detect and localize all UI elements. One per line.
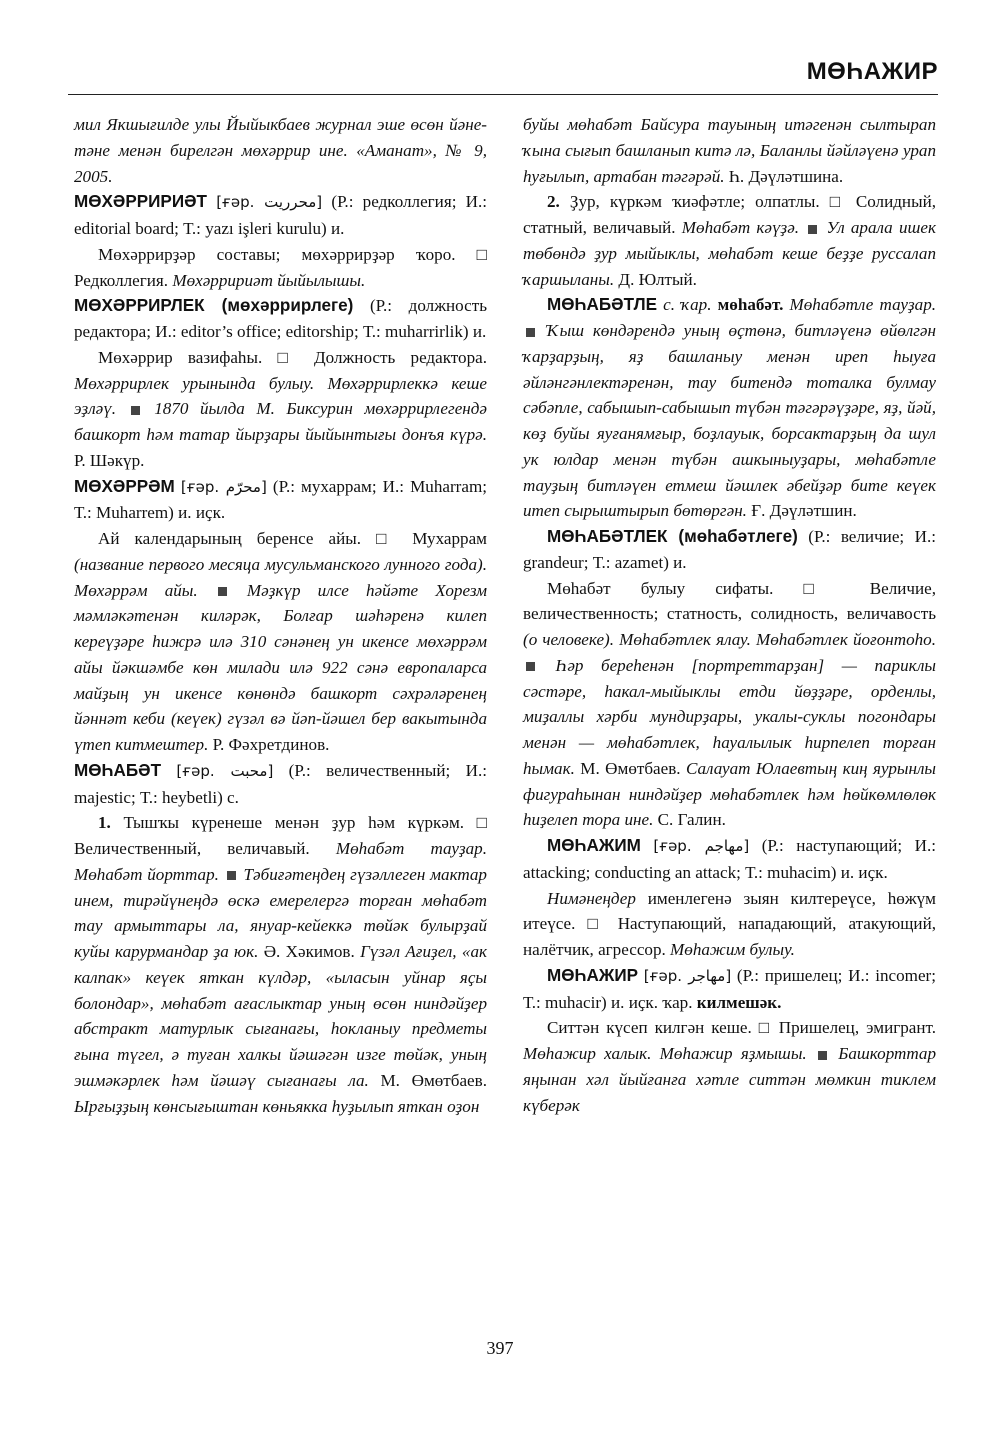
entry-continuation: буйы мөһабәт Байсура тауының итәгенән сылтырап ҡына сығып башланып китә лә, Баланлы йәйләүенә урап һуғылып, артабан тәгәрәй. Һ. Дәүләтшина. (523, 115, 936, 186)
headword: МӨХӘРРӘМ (74, 476, 175, 496)
etymology: [ғәр. مهاجم] (653, 837, 750, 855)
example-marker-icon (218, 587, 227, 596)
headword: МӨХӘРРИРЛЕК (мөхәррирлеге) (74, 296, 354, 316)
entry-muharram: МӨХӘРРӘМ [ғәр. محرّم] (Р.: мухаррам; И.: Muharram; Т.: Muharrem) и. иҫк. (74, 476, 487, 523)
etymology: [ғәр. محبت] (176, 761, 274, 780)
headword: МӨХӘРРИРИӘТ (74, 192, 207, 212)
example-marker-icon (818, 1051, 827, 1060)
running-header (68, 44, 938, 95)
entry-muhajim: МӨҺАЖИМ [ғәр. مهاجم] (Р.: наступающий; И.: attacking; conducting an attack; Т.: muhacim) и. иҫк. (523, 836, 936, 882)
entry-muhabat: МӨҺАБӘТ [ғәр. محبت] (Р.: величественный; И.: majestic; Т.: heybetli) с. (74, 760, 487, 807)
headword: МӨҺАЖИМ (547, 836, 641, 855)
definition: Ай календарының беренсе айы. □ Мухаррам (название первого месяца мусульманского лунного года). Мөхәррәм айы. Мәҙкүр илсе һәйәте Хорезм мәмләкәтенән киләрәк, Болғар шәһәренә килеп кереүҙәре һижрә илә 310 сәнәнең ун икенсе мөхәррәм айы йәкшәмбе көн милади илә 922 сәнә европаларса майҙың ун икенсе көнөндә башкорт сәхрәләренең йәннәт кеби (кеүек) гүзәл вә йәп-йәшел бер вакытында үтеп китмештер. Р. Фәхретдинов. (74, 529, 487, 754)
headword: МӨҺАБӘТЛЕ (547, 295, 657, 315)
headword: МӨҺАБӘТЛЕК (мөһабәтлеге) (547, 527, 798, 546)
entry-muharrirlek: МӨХӘРРИРЛЕК (мөхәррирлеге) (Р.: должность редактора; И.: editor’s office; editorship; Т.: muharrirlik) и. (74, 296, 487, 341)
example-marker-icon (526, 328, 535, 337)
definition: Нимәнеңдер именлегенә зыян килтереүсе, һөжүм итеүсе. □ Наступающий, нападающий, атакующий, налётчик, агрессор. Мөһажим булыу. (523, 888, 936, 959)
etymology: [ғәр. محرريت] (216, 193, 323, 212)
etymology: [ғәр. مهاجر] (643, 966, 732, 985)
header-title: МӨҺАЖИР (806, 58, 938, 85)
headword: МӨҺАБӘТ (74, 760, 162, 780)
example-marker-icon (131, 406, 140, 415)
entry-continuation: мил Якшығилде улы Йыйыкбаев журнал эше өсөн йәне-тәне менән бирелгән мөхәррир ине. «Аманат», № 9, 2005. (74, 115, 487, 186)
example-marker-icon (227, 871, 236, 880)
definition: 2. Ҙур, күркәм ҡиәфәтле; олпатлы. □ Солидный, статный, величавый. Мөһабәт кәүҙә. Ул арала ишек төбөндә ҙур мыйыклы, мөһабәт кеше беҙҙе руссалап ҡаршыланы. Д. Юлтый. (523, 192, 936, 289)
definition: Мөһабәт булыу сифаты. □ Величие, величественность; статность, солидность, величавость (о человеке). Мөһабәтлек ялау. Мөһабәтлек йоғонтоһо. Һәр береһенән [портреттарҙан] — париклы сәстәре, һакал-мыйыклы етди йөҙҙәре, орденлы, миҙаллы хәрби мундирҙары, укалы-суклы погондары менән — мөһабәтлек, һауалылык һирпелеп торған һымак. М. Өмөтбаев. Салауат Юлаевтың киң яурынлы фигураһынан ниндәйҙер мөһабәтлек һәм һөйкөмлөлөк һиҙелеп тора ине. С. Галин. (523, 578, 937, 830)
right-column (523, 112, 936, 1118)
etymology: [ғәр. محرّم] (180, 477, 267, 496)
definition: 1. Тышҡы күренеше менән ҙур һәм күркәм. □ Величественный, величавый. Мөһабәт тауҙар. Мөһабәт йорттар. Тәбиғәтеңдең гүзәллеген мактар инем, тирәйүнеңдә өскә емерелергә торған мөһабәт тау армыттары ла, януар-кейеккә төйәк булырҙай куйы карурмандар ҙа юк. Ә. Хәкимов. Гүзәл Ағиҙел, «ак калпак» кеүек яткан күлдәр, «ыласын уйнар яҫы болондар», мөһабәт ағаслыктар уның өсөн ниндәйҙер абстракт матурлык сығанағы, һокланыу предметы ғына түгел, ә туған халкы йәшәгән изге төйәк, уның эшмәкәрлек һәм йәшәү сығанағы ла. М. Өмөтбаев. Ырғыҙҙың көнсығыштан көньякка һуҙылып яткан оҙон (74, 813, 487, 1116)
page-number: 397 (486, 1338, 514, 1358)
entry-muhajir: МӨҺАЖИР [ғәр. مهاجر] (Р.: пришелец; И.: incomer; Т.: muhacir) и. иҫк. ҡар. килмешәк. (523, 965, 936, 1012)
headword: МӨҺАЖИР (547, 965, 639, 985)
definition: Мөхәррир вазифаһы. □ Должность редактора. Мөхәррирлек урынында булыу. Мөхәррирлеккә кеше эҙләү. 1870 йылда М. Биксурин мөхәррирлегендә башкорт һәм татар йырҙары йыйынтығы донъя күрә. Р. Шәкүр. (74, 347, 487, 470)
entry-muharririat: МӨХӘРРИРИӘТ [ғәр. محرريت] (Р.: редколлегия; И.: editorial board; Т.: yazı işleri kurulu) и. (74, 192, 488, 238)
example-marker-icon (808, 225, 817, 234)
entry-muhabatle: МӨҺАБӘТЛЕ с. ҡар. мөһабәт. Мөһабәтле тауҙар. Ҡыш көндәрендә уның өҫтөнә, битләүенә өйөлгән ҡарҙарҙың, яҙ башланыу менән иреп һыуға әйләнгәнлектәренән, тау битендә тоталка булмау сәбәпле, сабышып-сабышып түбән тәгәрәүҙәре, яҙ, йәй, көҙ буйы яуғанямғыр, боҙлауык, борсактарҙың да шул ук юлдар менән түбән ашкыныуҙары, мөһабәтле тауҙың битләүен етмеш йәшлек әбейҙәр бите кеүек итеп сырыштырып бөтөргән. Ғ. Дәүләтшин. (523, 295, 937, 521)
example-marker-icon (526, 662, 535, 671)
definition: Ситтән күсеп килгән кеше. □ Пришелец, эмигрант. Мөһажир халык. Мөһажир яҙмышы. Башкорттар яңынан хәл йыйғанға хәтле ситтән мөмкин тиклем күберәк (523, 1018, 937, 1115)
left-column (74, 112, 487, 1119)
definition: Мөхәррирҙәр составы; мөхәррирҙәр ҡоро. □ Редколлегия. Мөхәрририәт йыйылышы. (74, 244, 487, 290)
entry-muhabatlek: МӨҺАБӘТЛЕК (мөһабәтлеге) (Р.: величие; И.: grandeur; Т.: azamet) и. (523, 527, 936, 572)
